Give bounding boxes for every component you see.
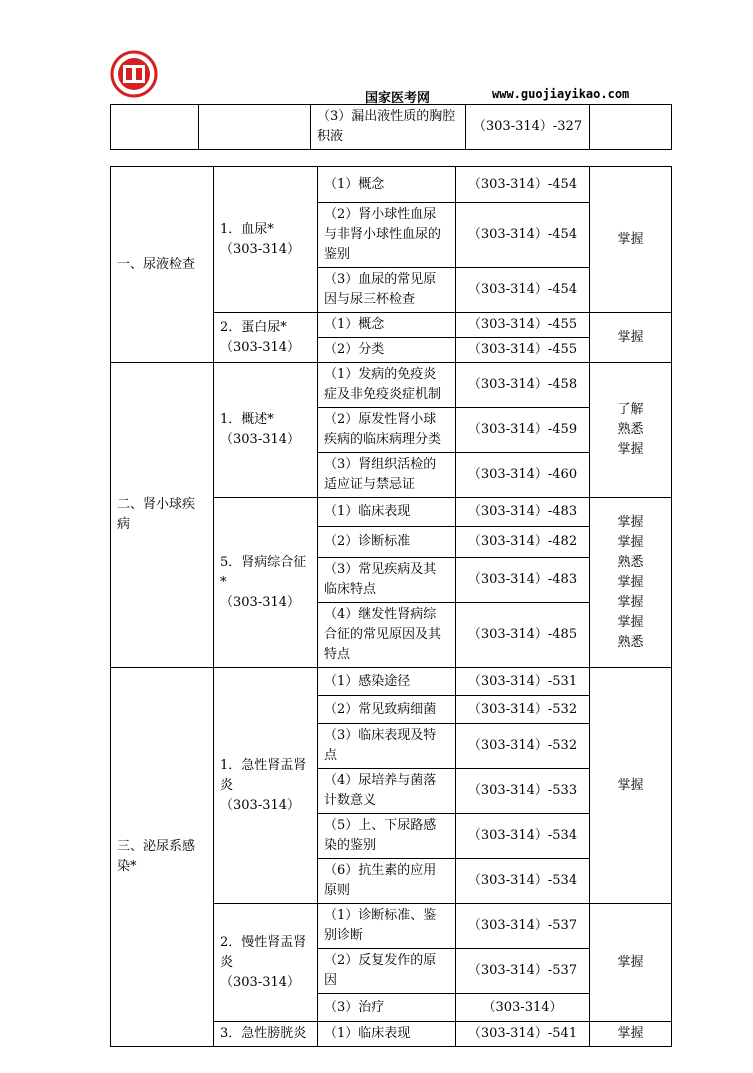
- requirement-cell: 了解 熟悉 掌握: [590, 363, 672, 498]
- requirement-cell: 掌握 掌握 熟悉 掌握 掌握 掌握 熟悉: [590, 498, 672, 668]
- requirement-cell: 掌握: [590, 167, 672, 313]
- reference-cell: （303-314）-541: [456, 1022, 590, 1047]
- unit-cell: 二、肾小球疾病: [111, 363, 214, 668]
- element-cell: 1．概述* （303-314）: [214, 363, 318, 498]
- subitem-cell: （1）概念: [318, 167, 456, 203]
- subitem-cell: （3）肾组织活检的适应证与禁忌证: [318, 453, 456, 498]
- subitem-cell: （1）临床表现: [318, 498, 456, 527]
- reference-cell: （303-314）-533: [456, 769, 590, 814]
- subitem-cell: （4）尿培养与菌落计数意义: [318, 769, 456, 814]
- reference-cell: （303-314）-327: [466, 105, 590, 150]
- subitem-cell: （2）肾小球性血尿与非肾小球性血尿的鉴别: [318, 203, 456, 268]
- element-cell: 3．急性膀胱炎: [214, 1022, 318, 1047]
- subitem-cell: （2）诊断标准: [318, 527, 456, 558]
- subitem-cell: （1）感染途径: [318, 668, 456, 696]
- reference-cell: （303-314）-460: [456, 453, 590, 498]
- subitem-cell: （1）概念: [318, 313, 456, 338]
- reference-cell: （303-314）-454: [456, 203, 590, 268]
- requirement-cell: 掌握: [590, 668, 672, 904]
- requirement-cell: 掌握: [590, 313, 672, 363]
- requirement-cell: [590, 105, 672, 150]
- subitem-cell: （2）反复发作的原因: [318, 949, 456, 994]
- requirement-cell: 掌握: [590, 1022, 672, 1047]
- unit-cell: [111, 105, 199, 150]
- subitem-cell: （4）继发性肾病综合征的常见原因及其特点: [318, 603, 456, 668]
- table-row: [111, 105, 672, 150]
- element-cell: 2．蛋白尿* （303-314）: [214, 313, 318, 363]
- subitem-cell: （2）常见致病细菌: [318, 696, 456, 724]
- subitem-cell: （3）漏出液性质的胸腔积液: [311, 105, 466, 150]
- reference-cell: （303-314）-532: [456, 724, 590, 769]
- subitem-cell: （1）发病的免疫炎症及非免疫炎症机制: [318, 363, 456, 408]
- subitem-cell: （3）临床表现及特点: [318, 724, 456, 769]
- site-logo: [110, 50, 158, 98]
- element-cell: 1．急性肾盂肾炎 （303-314）: [214, 668, 318, 904]
- reference-cell: （303-314）-454: [456, 268, 590, 313]
- table-row: [111, 668, 672, 696]
- table-row: [111, 167, 672, 203]
- site-url: www.guojiayikao.com: [492, 87, 630, 101]
- element-cell: 5．肾病综合征* （303-314）: [214, 498, 318, 668]
- subitem-cell: （2）分类: [318, 338, 456, 363]
- site-name: 国家医考网: [365, 91, 431, 106]
- reference-cell: （303-314）-485: [456, 603, 590, 668]
- table-row: [111, 363, 672, 408]
- subitem-cell: （6）抗生素的应用原则: [318, 859, 456, 904]
- subitem-cell: （5）上、下尿路感染的鉴别: [318, 814, 456, 859]
- reference-cell: （303-314）-534: [456, 859, 590, 904]
- subitem-cell: （3）治疗: [318, 994, 456, 1022]
- element-cell: 1．血尿* （303-314）: [214, 167, 318, 313]
- reference-cell: （303-314）-534: [456, 814, 590, 859]
- reference-cell: （303-314）-531: [456, 668, 590, 696]
- syllabus-table: [110, 166, 672, 1047]
- subitem-cell: （3）常见疾病及其临床特点: [318, 558, 456, 603]
- requirement-cell: 掌握: [590, 904, 672, 1022]
- reference-cell: （303-314）-537: [456, 949, 590, 994]
- reference-cell: （303-314）-454: [456, 167, 590, 203]
- reference-cell: （303-314）-455: [456, 313, 590, 338]
- reference-cell: （303-314）: [456, 994, 590, 1022]
- reference-cell: （303-314）-482: [456, 527, 590, 558]
- reference-cell: （303-314）-459: [456, 408, 590, 453]
- subitem-cell: （2）原发性肾小球疾病的临床病理分类: [318, 408, 456, 453]
- reference-cell: （303-314）-483: [456, 558, 590, 603]
- element-cell: [199, 105, 311, 150]
- reference-cell: （303-314）-532: [456, 696, 590, 724]
- unit-cell: 一、尿液检查: [111, 167, 214, 363]
- subitem-cell: （3）血尿的常见原因与尿三杯检查: [318, 268, 456, 313]
- subitem-cell: （1）诊断标准、鉴别诊断: [318, 904, 456, 949]
- reference-cell: （303-314）-455: [456, 338, 590, 363]
- reference-cell: （303-314）-483: [456, 498, 590, 527]
- reference-cell: （303-314）-458: [456, 363, 590, 408]
- element-cell: 2．慢性肾盂肾炎 （303-314）: [214, 904, 318, 1022]
- unit-cell: 三、泌尿系感染*: [111, 668, 214, 1047]
- continuation-table: [110, 104, 672, 150]
- subitem-cell: （1）临床表现: [318, 1022, 456, 1047]
- reference-cell: （303-314）-537: [456, 904, 590, 949]
